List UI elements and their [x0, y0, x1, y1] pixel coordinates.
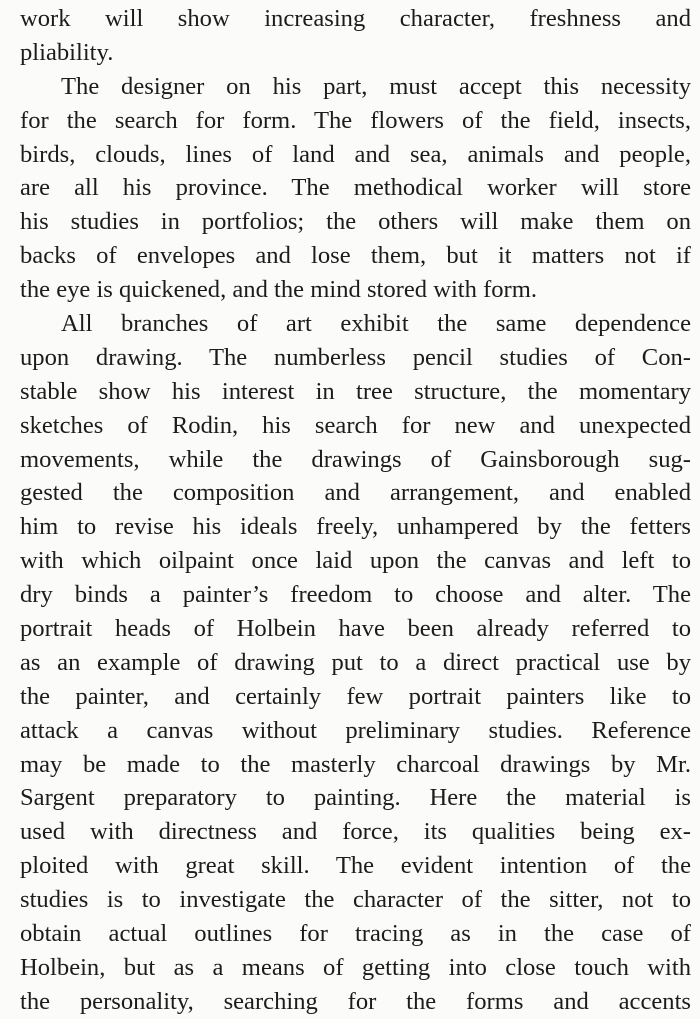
text-line: Sargent preparatory to painting. Here the material is — [20, 784, 691, 812]
text-line: the eye is quickened, and the mind stored with form. — [20, 276, 538, 304]
text-line: portrait heads of Holbein have been already referred to — [20, 615, 691, 643]
text-line: used with directness and force, its qualities being ex- — [20, 818, 691, 846]
text-line: gested the composition and arrangement, and enabled — [20, 479, 691, 507]
text-line: studies is to investigate the character of the sitter, not to — [20, 886, 691, 914]
text-line: the painter, and certainly few portrait painters like to — [20, 682, 691, 710]
text-line: the personality, searching for the forms and accents — [20, 987, 691, 1015]
text-line: with which oilpaint once laid upon the canvas and left to — [20, 547, 691, 575]
text-line: his studies in portfolios; the others will make them on — [20, 208, 691, 236]
text-line: dry binds a painter’s freedom to choose and alter. The — [20, 581, 691, 609]
text-line: upon drawing. The numberless pencil studies of Con- — [20, 343, 691, 371]
text-line: are all his province. The methodical worker will store — [20, 174, 691, 202]
text-line: Holbein, but as a means of getting into close touch with — [20, 953, 691, 981]
document-page — [20, 2, 691, 1019]
text-line: sketches of Rodin, his search for new and unexpected — [20, 411, 691, 439]
text-line: The designer on his part, must accept this necessity — [61, 72, 691, 100]
text-line: movements, while the drawings of Gainsborough sug- — [20, 445, 691, 473]
text-line: as an example of drawing put to a direct practical use by — [20, 648, 691, 676]
text-line: work will show increasing character, freshness and — [20, 5, 691, 32]
text-line: for the search for form. The flowers of the field, insects, — [20, 106, 691, 134]
text-line: obtain actual outlines for tracing as in the case of — [20, 920, 691, 948]
text-line: birds, clouds, lines of land and sea, animals and people, — [20, 140, 691, 168]
text-line: ploited with great skill. The evident intention of the — [20, 852, 691, 880]
text-line: All branches of art exhibit the same dependence — [61, 310, 691, 338]
text-line: backs of envelopes and lose them, but it matters not if — [20, 242, 691, 270]
text-line: him to revise his ideals freely, unhampered by the fetters — [20, 513, 691, 541]
text-line: stable show his interest in tree structure, the momentary — [20, 377, 691, 405]
text-line: attack a canvas without preliminary studies. Reference — [20, 716, 691, 744]
text-line: may be made to the masterly charcoal drawings by Mr. — [20, 750, 691, 778]
text-line: pliability. — [20, 38, 114, 66]
